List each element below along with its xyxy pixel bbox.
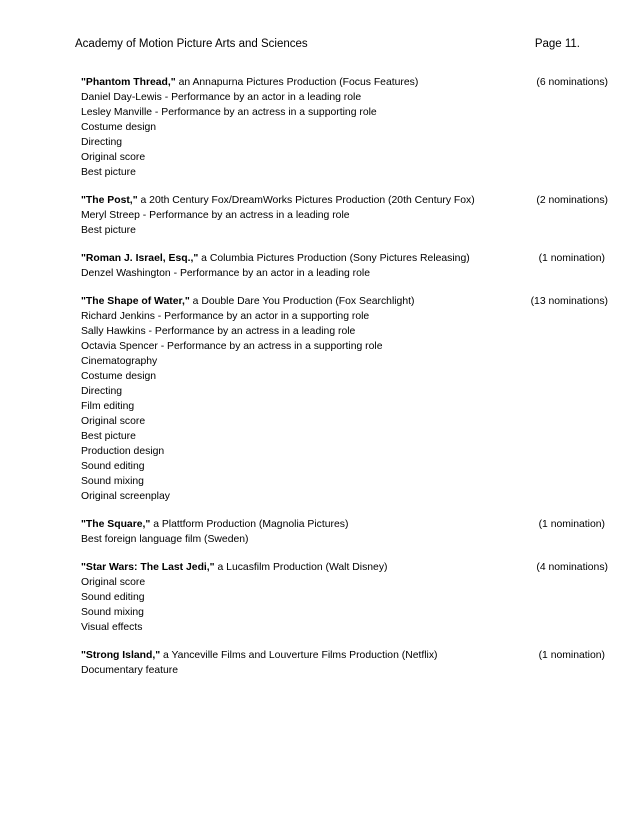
nomination-count: (4 nominations)	[536, 562, 608, 573]
nomination-count: (1 nomination)	[538, 253, 605, 264]
nomination-category: Costume design	[81, 122, 157, 133]
film-title: "The Square,"	[81, 519, 151, 530]
nomination-category: Sally Hawkins - Performance by an actress in a leading role	[81, 326, 356, 337]
film-production: a Yanceville Films and Louverture Films Production (Netflix)	[160, 650, 438, 661]
category-list	[81, 532, 608, 547]
category-list	[81, 208, 608, 238]
nomination-category: Original score	[81, 152, 146, 163]
film-heading	[81, 294, 608, 309]
nomination-category: Octavia Spencer - Performance by an actress in a supporting role	[81, 341, 383, 352]
film-title: "The Shape of Water,"	[81, 296, 190, 307]
nomination-count: (2 nominations)	[536, 195, 608, 206]
category-list	[81, 663, 608, 678]
nomination-category: Daniel Day-Lewis - Performance by an actor in a leading role	[81, 92, 362, 103]
film-production: a Double Dare You Production (Fox Searchlight)	[189, 296, 415, 307]
nomination-category: Best picture	[81, 167, 136, 178]
film-heading	[81, 648, 608, 663]
film-production: a 20th Century Fox/DreamWorks Pictures Production (20th Century Fox)	[137, 195, 475, 206]
nomination-count: (1 nomination)	[538, 519, 605, 530]
nomination-category: Best foreign language film (Sweden)	[81, 534, 249, 545]
film-production: a Lucasfilm Production (Walt Disney)	[214, 562, 388, 573]
nomination-category: Denzel Washington - Performance by an actor in a leading role	[81, 268, 370, 279]
nomination-count: (1 nomination)	[538, 650, 605, 661]
nomination-category: Meryl Streep - Performance by an actress in a leading role	[81, 210, 350, 221]
organization-name: Academy of Motion Picture Arts and Sciences	[75, 38, 308, 50]
nomination-category: Sound editing	[81, 592, 145, 603]
page-header	[75, 38, 580, 54]
film-production: a Plattform Production (Magnolia Pictures)	[150, 519, 349, 530]
category-list	[81, 309, 608, 504]
film-title: "Strong Island,"	[81, 650, 161, 661]
nomination-category: Best picture	[81, 431, 136, 442]
nomination-category: Production design	[81, 446, 165, 457]
nomination-category: Costume design	[81, 371, 157, 382]
nomination-category: Original score	[81, 416, 146, 427]
nomination-category: Sound mixing	[81, 476, 144, 487]
nomination-category: Film editing	[81, 401, 135, 412]
nomination-category: Directing	[81, 386, 122, 397]
film-title: "Phantom Thread,"	[81, 77, 176, 88]
film-production: a Columbia Pictures Production (Sony Pictures Releasing)	[198, 253, 470, 264]
nomination-category: Best picture	[81, 225, 136, 236]
category-list	[81, 575, 608, 635]
film-heading	[81, 75, 608, 90]
page-number: Page 11.	[534, 38, 580, 50]
nomination-category: Richard Jenkins - Performance by an actor in a supporting role	[81, 311, 370, 322]
nomination-category: Documentary feature	[81, 665, 179, 676]
film-entry	[81, 251, 608, 281]
nomination-category: Cinematography	[81, 356, 158, 367]
nomination-category: Original screenplay	[81, 491, 170, 502]
film-entry	[81, 517, 608, 547]
film-title: "Roman J. Israel, Esq.,"	[81, 253, 199, 264]
film-title: "The Post,"	[81, 195, 138, 206]
nomination-count: (6 nominations)	[536, 77, 608, 88]
film-entry	[81, 648, 608, 678]
film-entry	[81, 560, 608, 635]
film-heading	[81, 560, 608, 575]
nomination-category: Lesley Manville - Performance by an actress in a supporting role	[81, 107, 377, 118]
category-list	[81, 266, 608, 281]
film-heading	[81, 251, 608, 266]
film-heading	[81, 193, 608, 208]
category-list	[81, 90, 608, 180]
film-entry	[81, 193, 608, 238]
nomination-category: Visual effects	[81, 622, 143, 633]
film-production: an Annapurna Pictures Production (Focus Features)	[175, 77, 419, 88]
nomination-category: Sound editing	[81, 461, 145, 472]
film-title: "Star Wars: The Last Jedi,"	[81, 562, 215, 573]
nomination-category: Original score	[81, 577, 146, 588]
nomination-count: (13 nominations)	[530, 296, 608, 307]
film-entry	[81, 75, 608, 180]
nominations-list	[81, 75, 608, 691]
nomination-category: Directing	[81, 137, 122, 148]
film-entry	[81, 294, 608, 504]
nomination-category: Sound mixing	[81, 607, 144, 618]
film-heading	[81, 517, 608, 532]
